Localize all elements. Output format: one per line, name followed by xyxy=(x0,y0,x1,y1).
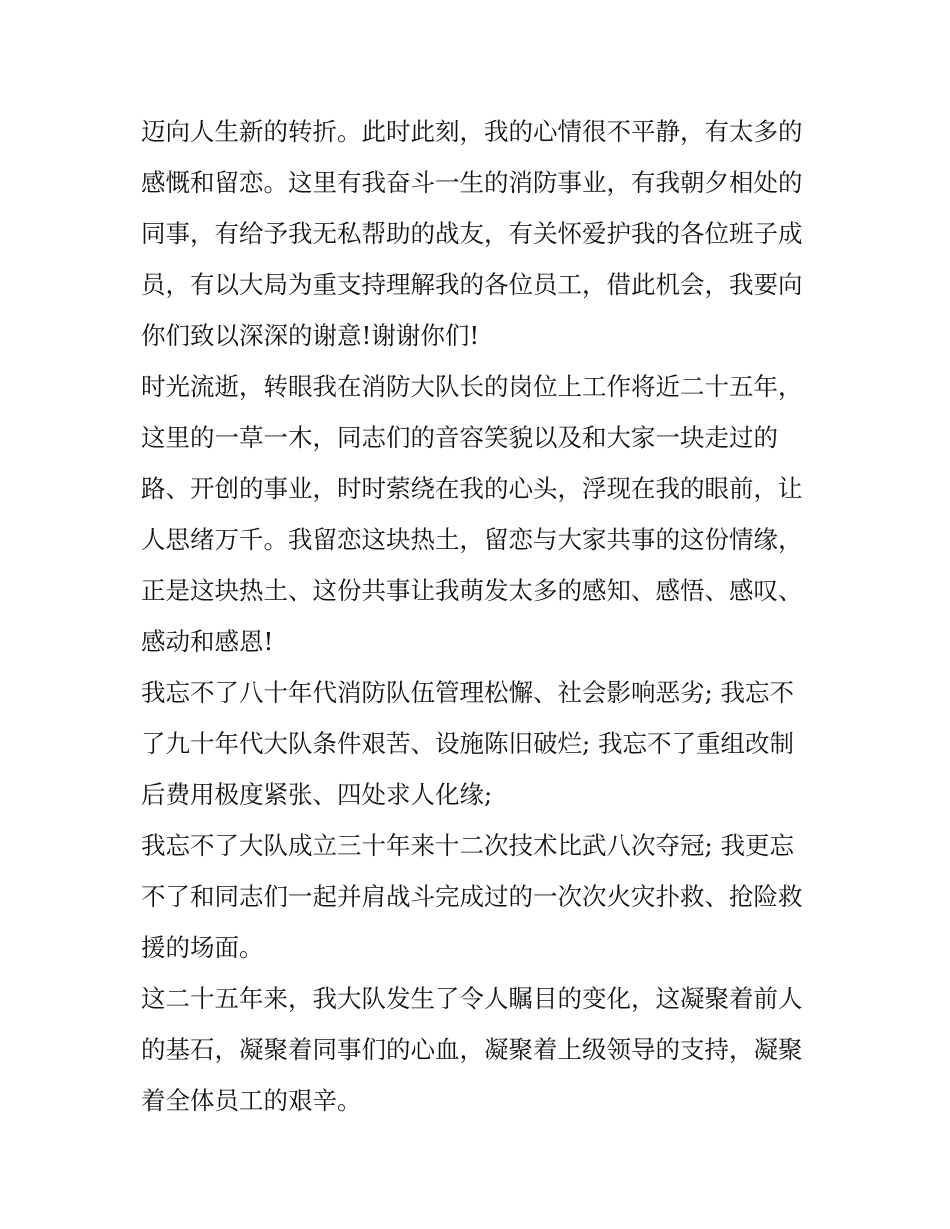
text-line: 不了和同志们一起并肩战斗完成过的一次次火灾扑救、抢险救 xyxy=(141,882,803,911)
text-line: 正是这块热土、这份共事让我萌发太多的感知、感悟、感叹、 xyxy=(141,576,803,605)
paragraph xyxy=(141,106,821,361)
text-line: 员，有以大局为重支持理解我的各位员工，借此机会，我要向 xyxy=(141,270,803,299)
paragraph xyxy=(141,973,821,1126)
text-line: 同事，有给予我无私帮助的战友，有关怀爱护我的各位班子成 xyxy=(141,219,803,248)
text-line: 的基石，凝聚着同事们的心血，凝聚着上级领导的支持，凝聚 xyxy=(141,1035,803,1064)
text-line: 着全体员工的艰辛。 xyxy=(141,1086,362,1115)
text-line: 迈向人生新的转折。此时此刻，我的心情很不平静，有太多的 xyxy=(141,117,803,146)
text-line: 援的场面。 xyxy=(141,933,264,962)
text-line: 你们致以深深的谢意!谢谢你们! xyxy=(141,321,480,350)
document-body xyxy=(141,106,821,1126)
text-line: 感慨和留恋。这里有我奋斗一生的消防事业，有我朝夕相处的 xyxy=(141,168,803,197)
text-line: 后费用极度紧张、四处求人化缘; xyxy=(141,780,493,809)
text-line: 这二十五年来，我大队发生了令人瞩目的变化，这凝聚着前人 xyxy=(141,984,803,1013)
text-line: 这里的一草一木，同志们的音容笑貌以及和大家一块走过的 xyxy=(141,423,778,452)
text-line: 人思绪万千。我留恋这块热土，留恋与大家共事的这份情缘， xyxy=(141,525,803,554)
text-line: 我忘不了八十年代消防队伍管理松懈、社会影响恶劣; 我忘不 xyxy=(141,678,795,707)
text-line: 路、开创的事业，时时萦绕在我的心头，浮现在我的眼前，让 xyxy=(141,474,803,503)
text-line: 我忘不了大队成立三十年来十二次技术比武八次夺冠; 我更忘 xyxy=(141,831,795,860)
paragraph xyxy=(141,667,821,820)
paragraph xyxy=(141,820,821,973)
text-line: 了九十年代大队条件艰苦、设施陈旧破烂; 我忘不了重组改制 xyxy=(141,729,795,758)
text-line: 时光流逝，转眼我在消防大队长的岗位上工作将近二十五年， xyxy=(141,372,803,401)
text-line: 感动和感恩! xyxy=(141,627,274,656)
paragraph xyxy=(141,361,821,667)
